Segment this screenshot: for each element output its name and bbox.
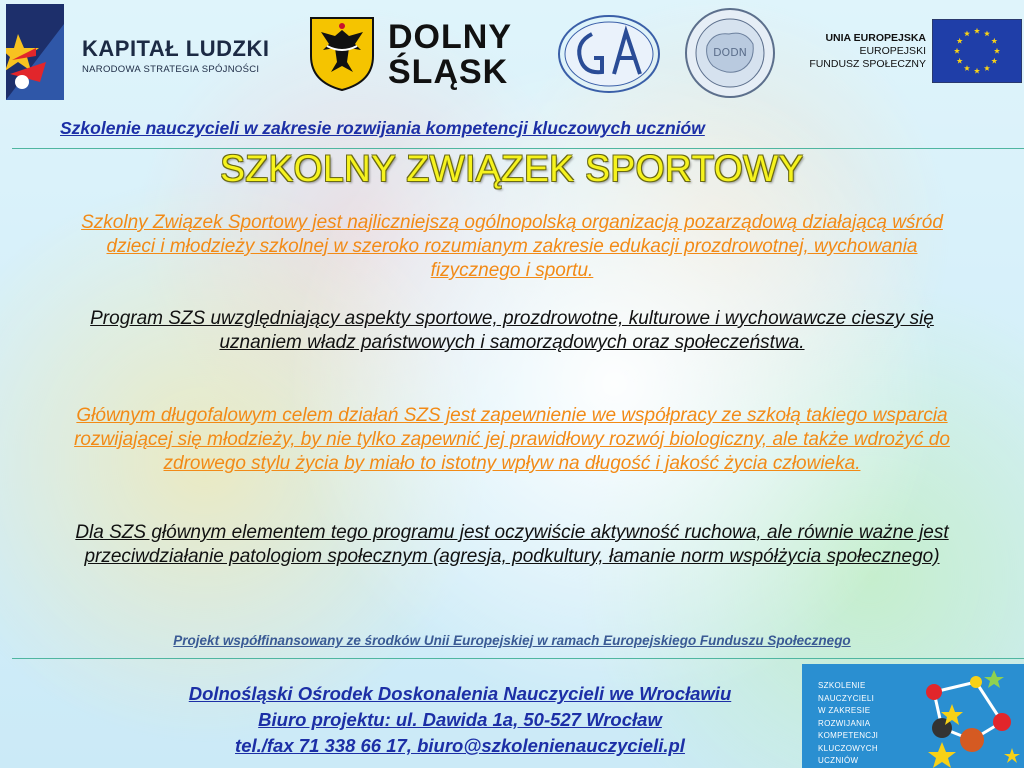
footer-contact[interactable] (60, 681, 860, 759)
kapital-ludzki-text (82, 36, 269, 75)
header (0, 0, 1024, 108)
project-cofinancing-note: Projekt współfinansowany ze środków Unii Europejskiej w ramach Europejskiego Funduszu Społecznego (173, 633, 851, 648)
dolny-slask-line1: DOLNY (388, 18, 512, 56)
badge-line4: KOMPETENCJI (818, 731, 879, 740)
dolny-slask-logo-text (388, 20, 512, 90)
project-badge (802, 664, 1024, 768)
dodn-seal-icon (683, 6, 777, 100)
badge-line3: ROZWIJANIA (818, 718, 871, 728)
eu-line1: UNIA EUROPEJSKA (825, 32, 926, 44)
eu-fund-label (790, 32, 926, 71)
paragraph-4: Dla SZS głównym elementem tego programu jest oczywiście aktywność ruchowa, ale równie ważne jest przeciwdziałanie patologiom społecznym (agresja, podkultury, łamanie norm współżycia społecznego) (75, 522, 949, 567)
project-subtitle[interactable] (60, 118, 970, 139)
page-title: SZKOLNY ZWIĄZEK SPORTOWY (220, 148, 804, 189)
kapital-ludzki-title: KAPITAŁ LUDZKI (82, 36, 270, 61)
dodn-label: DODN (713, 46, 747, 59)
ga-emblem-icon (556, 12, 662, 96)
badge-line2: W ZAKRESIE (818, 706, 871, 715)
badge-line1: SZKOLENIE NAUCZYCIELI (818, 681, 875, 703)
project-subtitle-text[interactable]: Szkolenie nauczycieli w zakresie rozwijania kompetencji kluczowych uczniów (60, 118, 705, 138)
footer-address[interactable]: Biuro projektu: ul. Dawida 1a, 50-527 Wrocław (258, 709, 662, 730)
eu-flag-icon (932, 19, 1022, 83)
paragraph-3: Głównym długofalowym celem działań SZS jest zapewnienie we współpracy ze szkołą takiego wsparcia rozwijającej się młodzieży, by nie tylko zapewnić jej prawidłowy rozwój biologiczny, ale także wdrożyć do zdrowego stylu życia by miało to istotny wpływ na długość i jakość życia człowieka. (74, 405, 950, 474)
dolny-slask-line2: ŚLĄSK (388, 53, 509, 91)
paragraph-1: Szkolny Związek Sportowy jest najliczniejszą ogólnopolską organizacją pozarządową działającą wśród dzieci i młodzieży szkolnej w szeroko rozumianym zakresie edukacji prozdrowotnej, wychowania fizycznego i sportu. (81, 212, 943, 281)
eu-line2: EUROPEJSKI (859, 45, 926, 57)
dolny-slask-crest-icon (309, 16, 375, 92)
molecule-stars-icon (902, 664, 1024, 768)
kapital-ludzki-subtitle: NARODOWA STRATEGIA SPÓJNOŚCI (82, 64, 260, 75)
footer-institution[interactable]: Dolnośląski Ośrodek Doskonalenia Nauczycieli we Wrocławiu (188, 683, 732, 704)
bottom-divider (12, 658, 1024, 659)
kapital-ludzki-flag-icon (6, 4, 64, 100)
eu-line3: FUNDUSZ SPOŁECZNY (809, 58, 926, 70)
paragraph-2: Program SZS uwzględniający aspekty sportowe, prozdrowotne, kulturowe i wychowawcze cieszy się uznaniem władz państwowych i samorządowych oraz społeczeństwa. (90, 308, 934, 353)
footer-phone-email[interactable]: tel./fax 71 338 66 17, biuro@szkolenienauczycieli.pl (235, 735, 685, 756)
badge-line5: KLUCZOWYCH UCZNIÓW (818, 743, 878, 765)
